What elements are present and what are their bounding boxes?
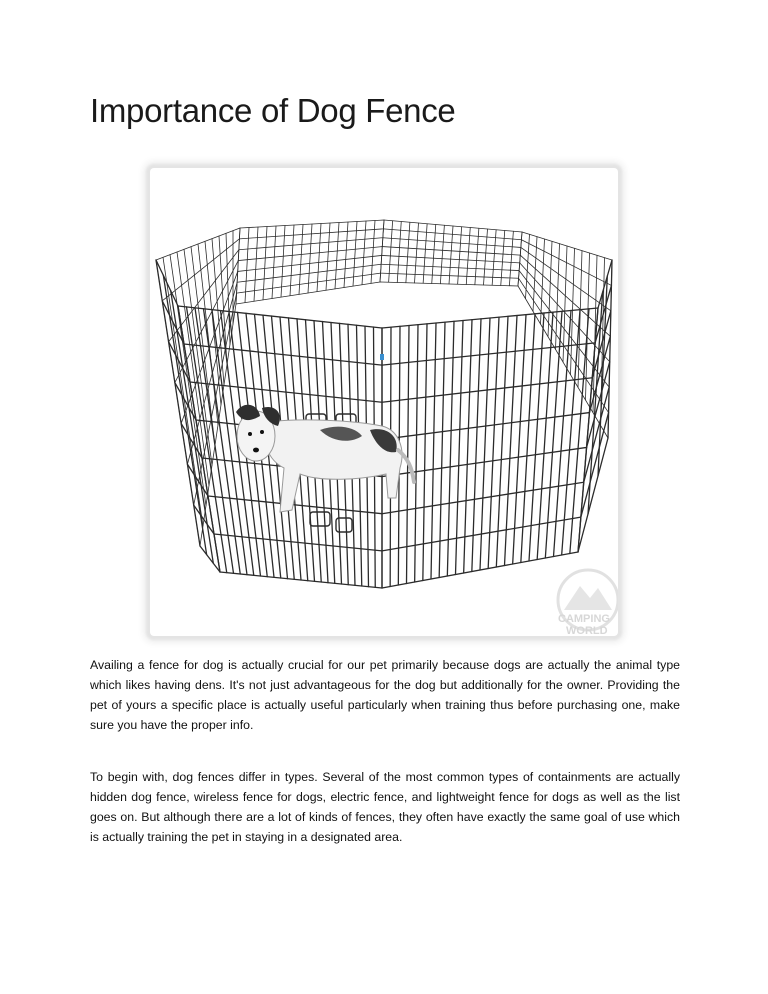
watermark-text-1: CAMPING — [558, 613, 610, 625]
page-title: Importance of Dog Fence — [90, 92, 456, 129]
paragraph-2: To begin with, dog fences differ in types. Several of the most common types of containments are actually hidden dog fence, wireless fence for dogs, electric fence, and lightweight fence for dogs as well as the list goes on. But although there are a lot of kinds of fences, they often have exactly the same goal of use which is actually training the pet in staying in a designated area. — [90, 770, 680, 844]
dog-fence-figure — [150, 168, 618, 636]
dog-playpen-photo — [150, 168, 618, 636]
watermark-text-2: WORLD — [566, 625, 608, 636]
dog-illustration — [236, 405, 414, 512]
camping-world-watermark — [558, 570, 618, 636]
paragraph-1: Availing a fence for dog is actually crucial for our pet primarily because dogs are actually the animal type which likes having dens. It's not just advantageous for the dog but additionally for the owner. Providing the pet of yours a specific place is actually useful particularly when training thus before purchasing one, make sure you have the proper info. — [90, 658, 680, 732]
